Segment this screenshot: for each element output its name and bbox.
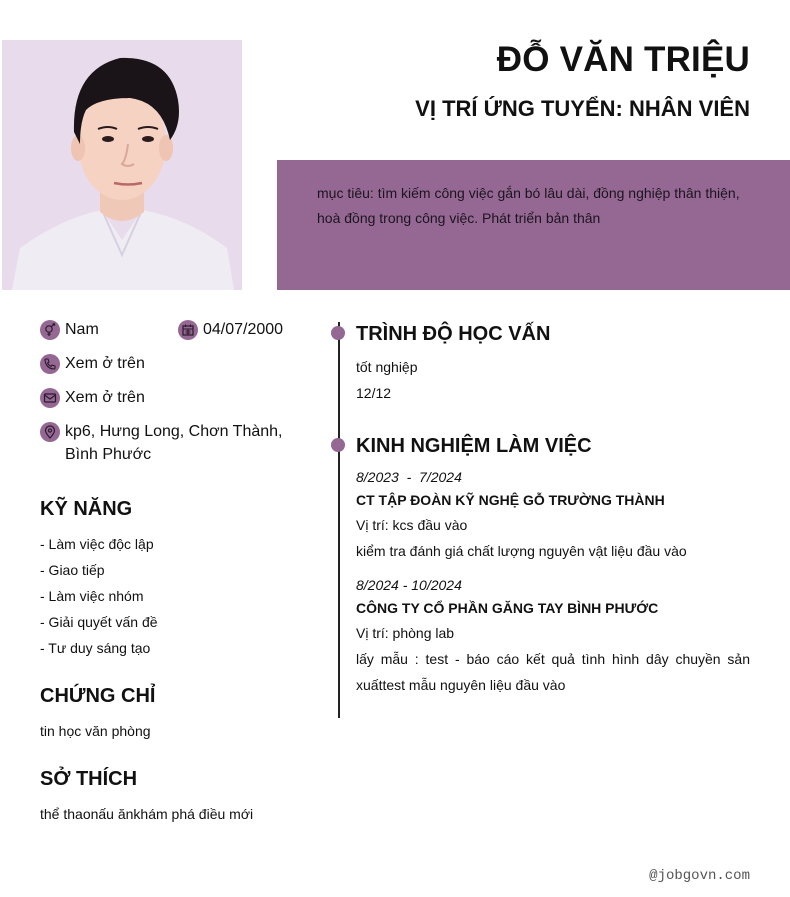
skill-item: - Làm việc nhóm — [40, 588, 144, 604]
applied-position: VỊ TRÍ ỨNG TUYỂN: NHÂN VIÊN — [415, 96, 750, 121]
timeline-dot-icon — [331, 326, 345, 340]
education-line: 12/12 — [356, 385, 392, 401]
certificates-section — [40, 685, 315, 744]
job-entry — [356, 574, 750, 698]
location-pin-icon — [40, 422, 60, 442]
job-role: Vị trí: kcs đầu vào — [356, 517, 468, 533]
timeline-line — [338, 322, 340, 718]
gender-icon — [40, 320, 60, 340]
email-field — [40, 386, 315, 409]
right-column — [356, 320, 750, 708]
hobbies-title: SỞ THÍCH — [40, 768, 138, 790]
phone-icon — [40, 354, 60, 374]
skills-section — [40, 498, 315, 661]
skill-item: - Làm việc độc lập — [40, 536, 154, 552]
address-value: kp6, Hưng Long, Chơn Thành, Bình Phước — [65, 423, 283, 463]
candidate-name: ĐỖ VĂN TRIỆU — [496, 40, 750, 79]
experience-title: KINH NGHIỆM LÀM VIỆC — [356, 435, 592, 457]
birthday-field — [178, 318, 283, 341]
portrait-illustration — [2, 40, 242, 290]
experience-section — [356, 432, 750, 698]
timeline-dot-icon — [331, 438, 345, 452]
education-title: TRÌNH ĐỘ HỌC VẤN — [356, 323, 551, 345]
objective-panel — [277, 160, 790, 290]
certificates-text: tin học văn phòng — [40, 723, 151, 739]
profile-photo — [2, 40, 242, 290]
job-date: 8/2024 - 10/2024 — [356, 577, 462, 593]
birthday-value: 04/07/2000 — [203, 321, 284, 338]
hobbies-text: thể thaonấu ănkhám phá điều mới — [40, 806, 254, 822]
left-column — [40, 318, 315, 827]
certificates-title: CHỨNG CHỈ — [40, 685, 156, 707]
job-description: kiểm tra đánh giá chất lượng nguyên vật liệu đầu vào — [356, 543, 687, 559]
phone-value: Xem ở trên — [65, 355, 145, 372]
email-value: Xem ở trên — [65, 389, 145, 406]
skill-item: - Giao tiếp — [40, 562, 105, 578]
watermark: @jobgovn.com — [649, 868, 750, 884]
education-line: tốt nghiệp — [356, 359, 418, 375]
personal-info-row — [40, 318, 315, 341]
mail-icon — [40, 388, 60, 408]
hobbies-section — [40, 768, 315, 827]
job-company: CT TẬP ĐOÀN KỸ NGHỆ GỖ TRƯỜNG THÀNH — [356, 492, 665, 508]
job-entry — [356, 466, 750, 564]
job-date: 8/2023 - 7/2024 — [356, 469, 462, 485]
skills-title: KỸ NĂNG — [40, 498, 133, 520]
address-field — [40, 420, 315, 466]
phone-field — [40, 352, 315, 375]
objective-text: mục tiêu: tìm kiếm công việc gắn bó lâu dài, đồng nghiệp thân thiện, hoà đồng trong công việc. Phát triển bản thân — [317, 185, 740, 226]
calendar-icon — [178, 320, 198, 340]
job-role: Vị trí: phòng lab — [356, 625, 455, 641]
job-description: lấy mẫu : test - báo cáo kết quả tình hình dây chuyền sản xuấttest mẫu nguyên liệu đầu vào — [356, 651, 750, 693]
education-section — [356, 320, 750, 406]
gender-field — [40, 318, 178, 341]
skill-item: - Giải quyết vấn đề — [40, 614, 158, 630]
gender-value: Nam — [65, 321, 99, 338]
job-company: CÔNG TY CỔ PHẦN GĂNG TAY BÌNH PHƯỚC — [356, 600, 659, 616]
skill-item: - Tư duy sáng tạo — [40, 640, 151, 656]
